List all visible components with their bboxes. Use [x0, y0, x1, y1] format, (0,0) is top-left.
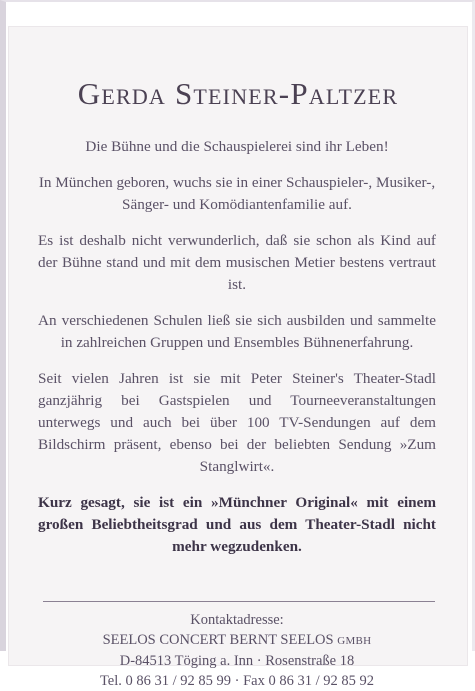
divider: [43, 601, 435, 602]
contact-phone: Tel. 0 86 31 / 92 85 99 · Fax 0 86 31 / 92 85 92: [99, 673, 375, 689]
contact-company: [38, 630, 436, 651]
paragraph-1: Die Bühne und die Schauspielerei sind ihr Leben!: [85, 138, 389, 155]
paragraph-2: In München geboren, wuchs sie in einer Schauspieler-, Musiker-, Sänger- und Komödiantenfamilie auf.: [38, 174, 436, 213]
paragraph-5: Seit vielen Jahren ist sie mit Peter Steiner's Theater-Stadl ganzjährig bei Gastspielen und Tourneeveranstaltungen unterwegs und auch bei über 100 TV-Sendungen auf dem Bildschirm präsent, ebenso bei der beliebten Sendung »Zum Stanglwirt«.: [38, 370, 436, 475]
company-name: SEELOS CONCERT BERNT SEELOS: [102, 632, 334, 648]
paragraph-3: Es ist deshalb nicht verwunderlich, daß sie schon als Kind auf der Bühne stand und mit dem musischen Metier bestens vertraut ist.: [38, 232, 436, 293]
closing-paragraph: Kurz gesagt, sie ist ein »Münchner Original« mit einem großen Beliebtheitsgrad und aus dem Theater-Stadl nicht mehr wegzudenken.: [38, 494, 436, 555]
page-title: Gerda Steiner-Paltzer: [77, 76, 399, 111]
contact-heading: Kontaktadresse:: [190, 612, 284, 628]
biography-text: [38, 136, 436, 572]
bio-card: [8, 26, 468, 689]
paragraph-4: An verschiedenen Schulen ließ sie sich ausbilden und sammelte in zahlreichen Gruppen und Ensembles Bühnenerfahrung.: [38, 312, 436, 351]
contact-address: D-84513 Töging a. Inn · Rosenstraße 18: [119, 653, 355, 669]
company-suffix: GMBH: [337, 635, 372, 647]
